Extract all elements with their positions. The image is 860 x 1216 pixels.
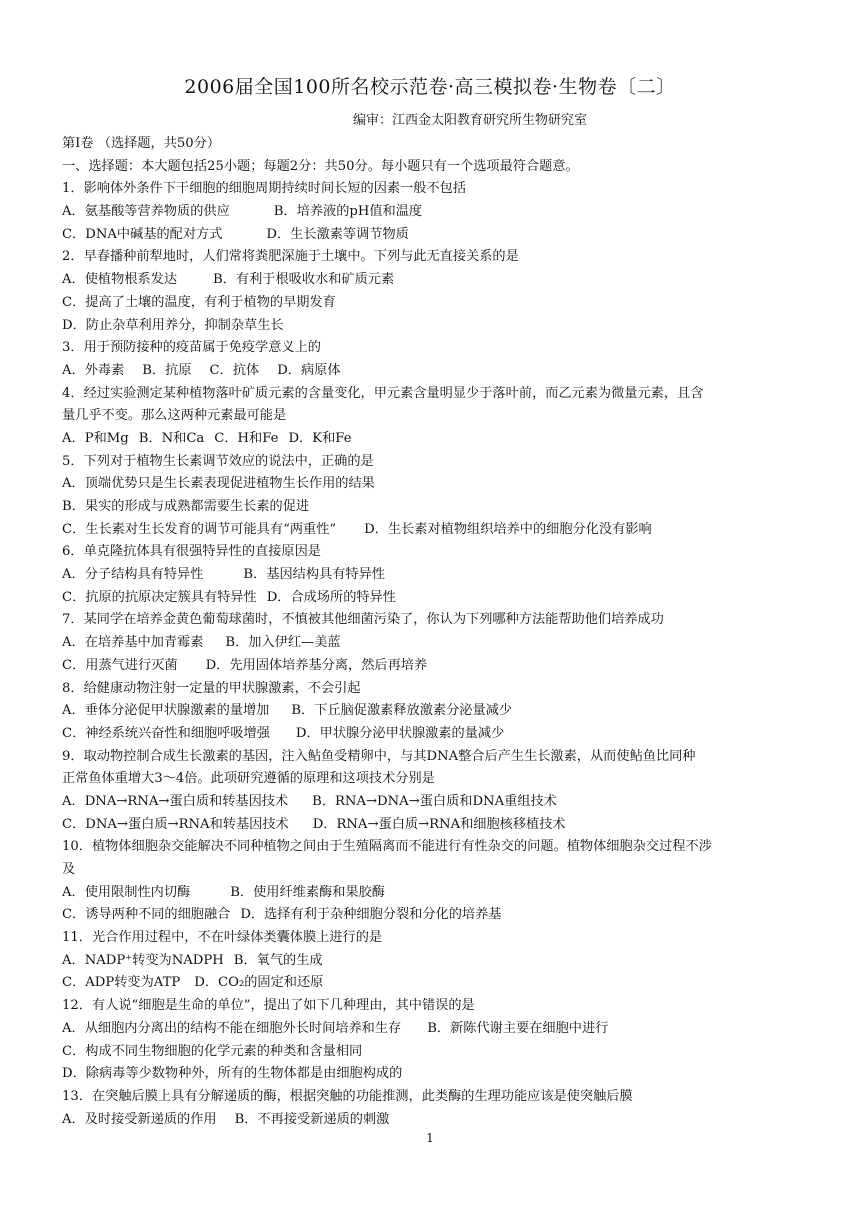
answer-option: D．病原体: [277, 362, 341, 378]
option-row: [62, 950, 808, 973]
answer-option: C．ADP转变为ATP: [62, 975, 181, 991]
option-row: [62, 473, 808, 496]
question: [62, 1086, 808, 1131]
option-row: [62, 655, 808, 678]
option-row: [62, 201, 808, 224]
answer-option: A．外毒素: [62, 362, 125, 378]
answer-option: D．除病毒等少数物种外，所有的生物体都是由细胞构成的: [62, 1066, 403, 1082]
answer-option: C．H和Fe: [214, 430, 279, 446]
question: [62, 678, 808, 746]
question-stem: 及: [62, 862, 76, 877]
question-stem: 正常鱼体重增大3～4倍。此项研究遵循的原理和这项技术分别是: [62, 771, 435, 787]
answer-option: B．不再接受新递质的刺激: [234, 1111, 390, 1127]
answer-option: A．P和Mg: [62, 430, 129, 446]
question-stem: 5．下列对于植物生长素调节效应的说法中，正确的是: [62, 453, 374, 469]
answer-option: D．生长激素等调节物质: [266, 226, 409, 242]
option-row: [62, 632, 808, 655]
answer-option: D．CO₂的固定和还原: [194, 975, 324, 991]
answer-option: A．NADP⁺转变为NADPH: [62, 952, 224, 968]
question-stem: 4．经过实验测定某种植物落叶矿质元素的含量变化，甲元素含量明显少于落叶前，而乙元素为微量元素，且含: [62, 385, 704, 401]
question-stem: 7．某同学在培养金黄色葡萄球菌时，不慎被其他细菌污染了，你认为下列哪种方法能帮助他们培养成功: [62, 612, 664, 628]
answer-option: A．DNA→RNA→蛋白质和转基因技术: [62, 793, 289, 809]
answer-option: C．诱导两种不同的细胞融合: [62, 907, 231, 923]
answer-option: A．从细胞内分离出的结构不能在细胞外长时间培养和生存: [62, 1020, 402, 1036]
answer-option: D．甲状腺分泌甲状腺激素的量减少: [295, 725, 505, 741]
option-row: [62, 700, 808, 723]
answer-option: B．下丘脑促激素释放激素分泌量减少: [291, 703, 513, 719]
question-stem: 13．在突触后膜上具有分解递质的酶，根据突触的功能推测，此类酶的生理功能应该是使突触后膜: [62, 1088, 633, 1104]
question-stem: 11．光合作用过程中，不在叶绿体类囊体膜上进行的是: [62, 930, 383, 946]
answer-option: B．培养液的pH值和温度: [273, 204, 423, 220]
question-stem: 2．早春播种前犁地时，人们常将粪肥深施于土壤中。下列与此无直接关系的是: [62, 249, 519, 265]
exam-body: [62, 133, 808, 1131]
option-row: [62, 587, 808, 610]
option-row: [62, 315, 808, 338]
option-row: [62, 428, 808, 451]
option-row: [62, 723, 808, 746]
answer-option: C．构成不同生物细胞的化学元素的种类和含量相同: [62, 1043, 363, 1059]
question-stem: 6．单克隆抗体具有很强特异性的直接原因是: [62, 544, 321, 560]
question-stem: 量几乎不变。那么这两种元素最可能是: [62, 408, 287, 424]
option-row: [62, 519, 808, 542]
option-row: [62, 791, 808, 814]
answer-option: B．使用纤维素酶和果胶酶: [230, 884, 385, 900]
question: [62, 383, 808, 451]
page-number: 1: [426, 1131, 434, 1145]
answer-option: D．生长素对植物组织培养中的细胞分化没有影响: [364, 521, 652, 537]
question: [62, 836, 808, 927]
option-row: [62, 904, 808, 927]
answer-option: D．合成场所的特异性: [266, 589, 396, 605]
answer-option: D．防止杂草利用养分，抑制杂草生长: [62, 317, 284, 333]
question: [62, 995, 808, 1086]
instruction-line: 一、选择题：本大题包括25小题；每题2分：共50分。每小题只有一个选项最符合题意。: [62, 158, 579, 174]
answer-option: C．抗原的抗原决定簇具有特异性: [62, 589, 257, 605]
question: [62, 246, 808, 337]
answer-option: A．使植物根系发达: [62, 272, 178, 288]
answer-option: C．提高了土壤的温度，有利于植物的早期发育: [62, 294, 336, 310]
answer-option: B．有利于根吸收水和矿质元素: [213, 272, 395, 288]
answer-option: D．RNA→蛋白质→RNA和细胞核移植技术: [312, 816, 566, 832]
answer-option: D．先用固体培养基分离，然后再培养: [205, 657, 428, 673]
section-heading: 第Ⅰ卷 （选择题，共50分）: [62, 136, 221, 151]
option-row: [62, 1018, 808, 1041]
answer-option: B．果实的形成与成熟都需要生长素的促进: [62, 499, 310, 514]
question: [62, 927, 808, 995]
answer-option: B．RNA→DNA→蛋白质和DNA重组技术: [312, 793, 557, 809]
answer-option: C．神经系统兴奋性和细胞呼吸增强: [62, 725, 270, 741]
answer-option: C．DNA→蛋白质→RNA和转基因技术: [62, 816, 289, 832]
answer-option: C．生长素对生长发育的调节可能具有“两重性”: [62, 521, 337, 537]
answer-option: B．氧气的生成: [233, 952, 323, 968]
option-row: [62, 564, 808, 587]
answer-option: C．用蒸气进行灭菌: [62, 657, 178, 673]
option-row: [62, 1063, 808, 1086]
answer-option: B．新陈代谢主要在细胞中进行: [427, 1020, 609, 1036]
question-stem: 10．植物体细胞杂交能解决不同种植物之间由于生殖隔离而不能进行有性杂交的问题。植物体细胞杂交过程不涉: [62, 839, 712, 855]
option-row: [62, 1041, 808, 1064]
answer-option: A．分子结构具有特异性: [62, 567, 204, 583]
answer-option: A．及时接受新递质的作用: [62, 1111, 217, 1127]
option-row: [62, 496, 808, 519]
question-stem: 9．取动物控制合成生长激素的基因，注入鲇鱼受精卵中，与其DNA整合后产生生长激素，从而使鲇鱼比同种: [62, 748, 696, 764]
option-row: [62, 882, 808, 905]
answer-option: A．垂体分泌促甲状腺激素的量增加: [62, 703, 270, 719]
answer-option: A．在培养基中加青霉素: [62, 635, 204, 651]
page-title: 2006届全国100所名校示范卷·高三模拟卷·生物卷〔二〕: [184, 76, 676, 98]
answer-option: C．抗体: [209, 362, 260, 378]
option-row: [62, 224, 808, 247]
question: [62, 609, 808, 677]
answer-option: B．N和Ca: [138, 430, 205, 446]
option-row: [62, 1109, 808, 1132]
option-row: [62, 972, 808, 995]
question-stem: 8．给健康动物注射一定量的甲状腺激素，不会引起: [62, 680, 361, 696]
answer-option: D．K和Fe: [288, 430, 352, 446]
answer-option: C．DNA中碱基的配对方式: [62, 226, 223, 242]
option-row: [62, 292, 808, 315]
question: [62, 178, 808, 246]
question: [62, 541, 808, 609]
option-row: [62, 814, 808, 837]
editor-line: [0, 109, 860, 128]
question-stem: 12．有人说“细胞是生命的单位”，提出了如下几种理由，其中错误的是: [62, 998, 475, 1014]
answer-option: B．抗原: [142, 362, 192, 378]
answer-option: A．氨基酸等营养物质的供应: [62, 204, 230, 220]
question: [62, 337, 808, 382]
option-row: [62, 269, 808, 292]
answer-option: D．选择有利于杂种细胞分裂和分化的培养基: [240, 907, 502, 923]
answer-option: B．基因结构具有特异性: [243, 567, 385, 583]
option-row: [62, 360, 808, 383]
editor-text: 编审：江西金太阳教育研究所生物研究室: [352, 113, 587, 128]
question: [62, 746, 808, 837]
question-list: [62, 178, 808, 1131]
question-stem: 3．用于预防接种的疫苗属于免疫学意义上的: [62, 340, 321, 356]
answer-option: A．顶端优势只是生长素表现促进植物生长作用的结果: [62, 476, 375, 492]
question-stem: 1．影响体外条件下干细胞的细胞周期持续时间长短的因素一般不包括: [62, 181, 467, 197]
answer-option: A．使用限制性内切酶: [62, 884, 191, 900]
question: [62, 451, 808, 542]
answer-option: B．加入伊红—美蓝: [225, 635, 341, 651]
